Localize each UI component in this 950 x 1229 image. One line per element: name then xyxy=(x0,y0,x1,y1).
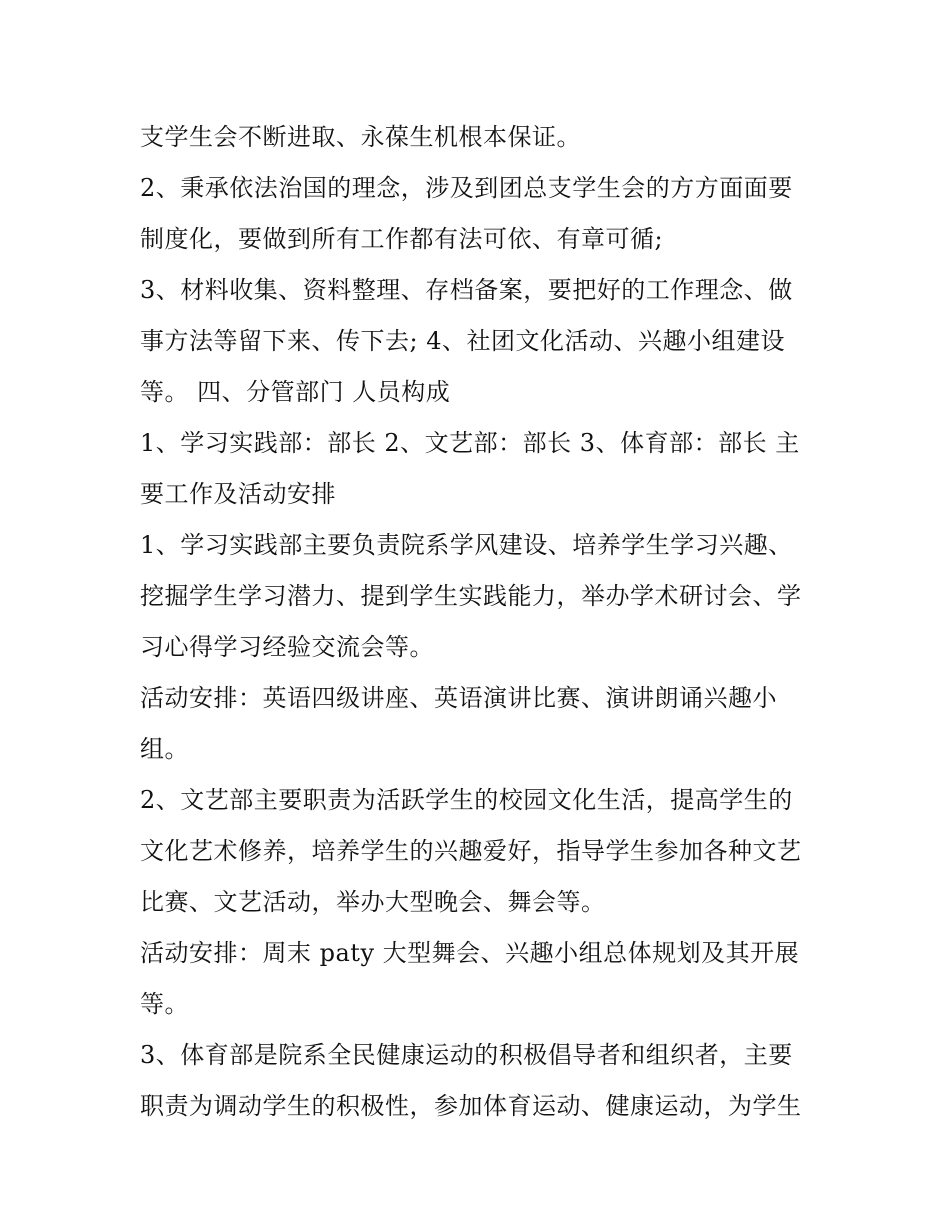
text-line: 3、体育部是院系全民健康运动的积极倡导者和组织者，主要 xyxy=(140,1041,793,1069)
text-line: 事方法等留下来、传下去; 4、社团文化活动、兴趣小组建设 xyxy=(140,327,785,355)
text-line: 等。 四、分管部门 人员构成 xyxy=(140,378,451,406)
text-line: 1、学习实践部主要负责院系学风建设、培养学生学习兴趣、 xyxy=(140,531,793,559)
text-line: 2、文艺部主要职责为活跃学生的校园文化生活，提高学生的 xyxy=(140,786,793,814)
text-line: 习心得学习经验交流会等。 xyxy=(140,633,434,661)
text-line: 职责为调动学生的积极性，参加体育运动、健康运动，为学生 xyxy=(140,1092,802,1120)
text-line: 制度化，要做到所有工作都有法可依、有章可循; xyxy=(140,225,664,253)
text-line: 活动安排：周末 paty 大型舞会、兴趣小组总体规划及其开展 xyxy=(140,939,800,967)
text-line: 支学生会不断进取、永葆生机根本保证。 xyxy=(140,123,581,151)
text-line: 要工作及活动安排 xyxy=(140,480,336,508)
text-line: 比赛、文艺活动，举办大型晚会、舞会等。 xyxy=(140,888,606,916)
text-line: 组。 xyxy=(140,735,189,763)
text-line: 3、材料收集、资料整理、存档备案，要把好的工作理念、做 xyxy=(140,276,793,304)
document-body xyxy=(140,112,830,1132)
text-line: 等。 xyxy=(140,990,189,1018)
text-line: 1、学习实践部：部长 2、文艺部：部长 3、体育部：部长 主 xyxy=(140,429,800,457)
text-line: 挖掘学生学习潜力、提到学生实践能力，举办学术研讨会、学 xyxy=(140,582,802,610)
text-line: 活动安排：英语四级讲座、英语演讲比赛、演讲朗诵兴趣小 xyxy=(140,684,777,712)
text-line: 文化艺术修养，培养学生的兴趣爱好，指导学生参加各种文艺 xyxy=(140,837,802,865)
text-line: 2、秉承依法治国的理念，涉及到团总支学生会的方方面面要 xyxy=(140,174,793,202)
